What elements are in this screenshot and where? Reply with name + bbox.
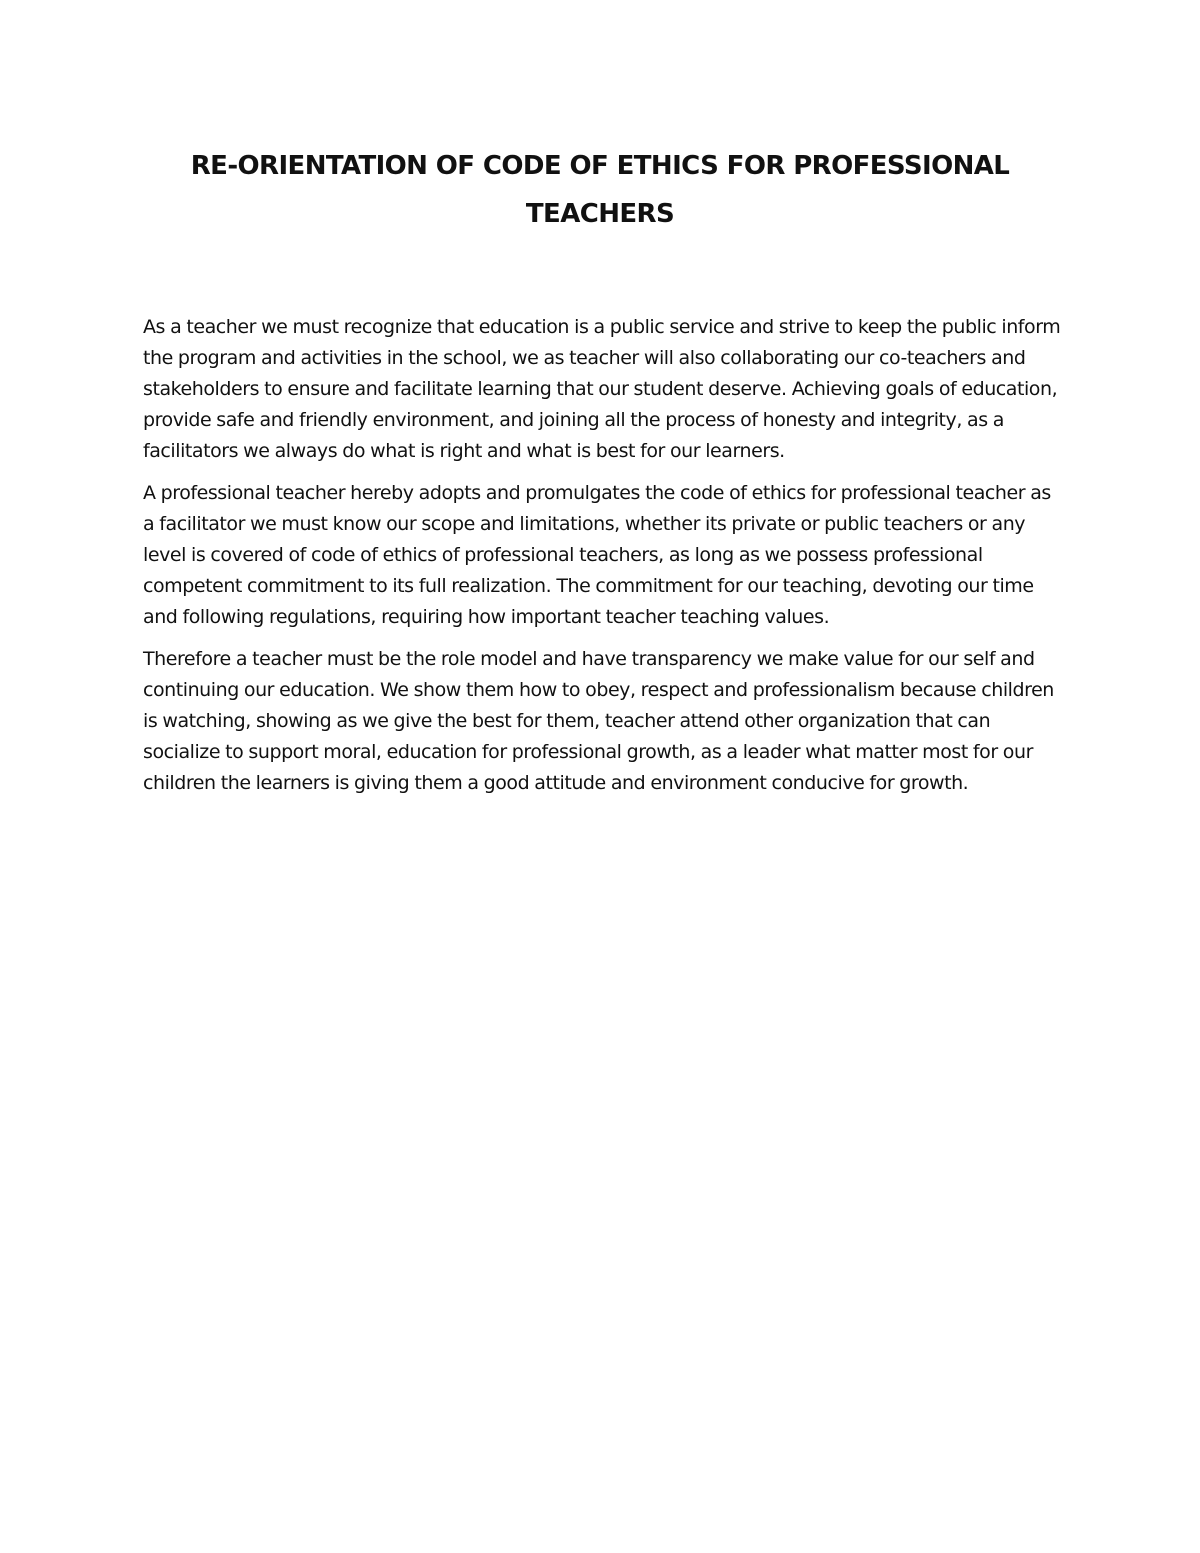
document-title: RE-ORIENTATION OF CODE OF ETHICS FOR PROFESSIONAL TEACHERS [190,151,1010,229]
paragraph-3: Therefore a teacher must be the role model and have transparency we make value for our self and continuing our education. We show them how to obey, respect and professionalism because children is watching, showing as we give the best for them, teacher attend other organization that can socialize to support moral, education for professional growth, as a leader what matter most for our children the learners is giving them a good attitude and environment conducive for growth. [143,648,1054,794]
paragraph-1: As a teacher we must recognize that education is a public service and strive to keep the public inform the program and activities in the school, we as teacher will also collaborating our co-teachers and stakeholders to ensure and facilitate learning that our student deserve. Achieving goals of education, provide safe and friendly environment, and joining all the process of honesty and integrity, as a facilitators we always do what is right and what is best for our learners. [143,316,1061,462]
document-body [143,312,1065,810]
paragraph-2: A professional teacher hereby adopts and promulgates the code of ethics for professional teacher as a facilitator we must know our scope and limitations, whether its private or public teachers or any level is covered of code of ethics of professional teachers, as long as we possess professional competent commitment to its full realization. The commitment for our teaching, devoting our time and following regulations, requiring how important teacher teaching values. [143,482,1051,628]
